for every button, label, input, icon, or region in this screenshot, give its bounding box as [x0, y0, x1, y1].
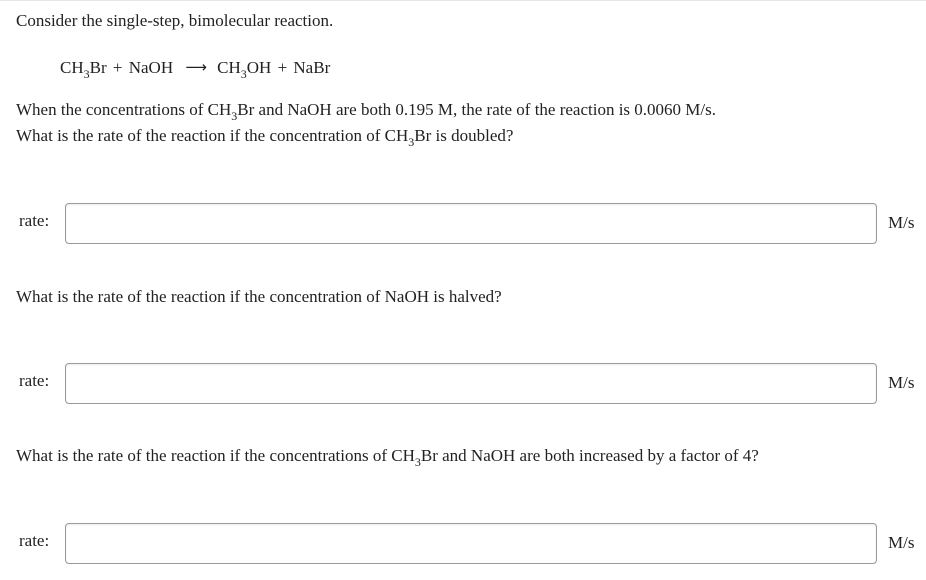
rate-label-2: rate:	[19, 371, 50, 390]
rate-input-1[interactable]	[65, 203, 877, 244]
product-nabr: NaBr	[293, 58, 331, 77]
top-divider	[0, 0, 926, 1]
unit-label-2: M/s	[888, 373, 915, 392]
reactant-ch3br: $CH_3Br$	[60, 58, 107, 81]
reaction-equation	[60, 58, 331, 81]
question-2: What is the rate of the reaction if the concentration of NaOH is halved?	[16, 287, 502, 306]
plus-sign: +	[277, 58, 288, 77]
plus-sign: +	[112, 58, 123, 77]
reactant-naoh: NaOH	[128, 58, 174, 77]
given-conditions: When the concentrations of $CH_3Br$ and NaOH are both 0.195 M, the rate of the reaction is 0.0060 M/s.	[16, 100, 717, 123]
rate-label-1: rate:	[19, 211, 50, 230]
reaction-arrow-icon: ⟶	[185, 58, 207, 76]
question-1: What is the rate of the reaction if the concentration of $CH_3Br$ is doubled?	[16, 126, 514, 149]
unit-label-1: M/s	[888, 213, 915, 232]
unit-label-3: M/s	[888, 533, 915, 552]
intro-text: Consider the single-step, bimolecular reaction.	[16, 11, 334, 30]
rate-input-3[interactable]	[65, 523, 877, 564]
rate-label-3: rate:	[19, 531, 50, 550]
rate-input-2[interactable]	[65, 363, 877, 404]
product-ch3oh: $CH_3OH$	[217, 58, 272, 81]
question-3: What is the rate of the reaction if the concentrations of $CH_3Br$ and NaOH are both increased by a factor of 4?	[16, 446, 759, 469]
